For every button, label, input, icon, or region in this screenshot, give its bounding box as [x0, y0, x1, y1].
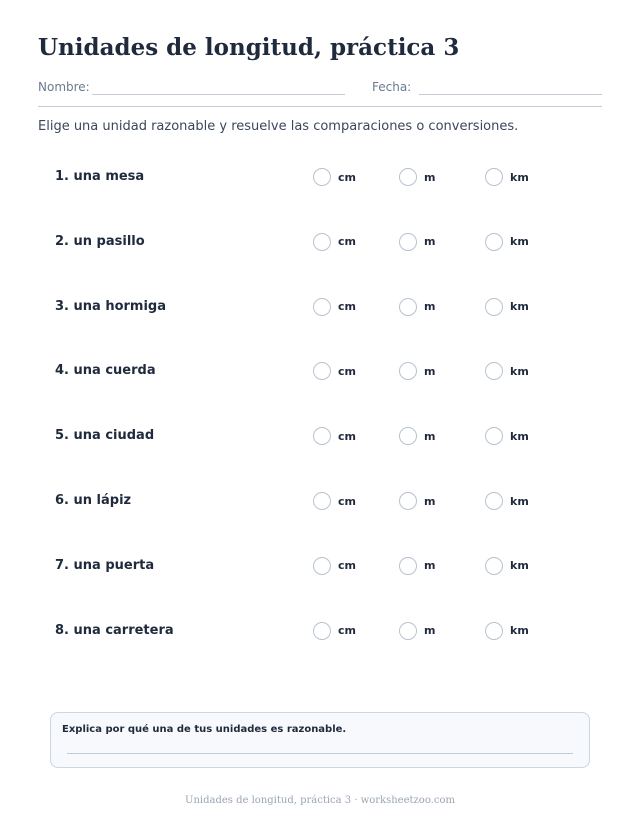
radio-circle-icon[interactable] — [313, 168, 331, 186]
choice-option[interactable] — [313, 490, 356, 512]
choice-label: km — [510, 235, 529, 249]
choice-label: cm — [338, 235, 356, 249]
choice-option[interactable] — [399, 555, 435, 577]
choice-option[interactable] — [485, 425, 529, 447]
question-text: 1. una mesa — [55, 169, 145, 184]
radio-circle-icon[interactable] — [485, 557, 503, 575]
choice-option[interactable] — [399, 360, 435, 382]
question-row — [55, 295, 575, 319]
question-text: 2. un pasillo — [55, 233, 145, 249]
radio-circle-icon[interactable] — [399, 557, 417, 575]
choice-label: m — [424, 300, 436, 314]
radio-circle-icon[interactable] — [485, 168, 503, 186]
choice-label: km — [510, 170, 529, 184]
radio-circle-icon[interactable] — [485, 362, 503, 380]
instructions: Elige una unidad razonable y resuelve las comparaciones o conversiones. — [38, 119, 519, 134]
choice-option[interactable] — [313, 296, 356, 318]
choice-label: km — [510, 429, 529, 443]
choice-option[interactable] — [313, 620, 356, 642]
radio-circle-icon[interactable] — [399, 622, 417, 640]
choice-option[interactable] — [399, 490, 435, 512]
choice-option[interactable] — [399, 166, 435, 188]
choice-option[interactable] — [485, 296, 529, 318]
choice-option[interactable] — [313, 231, 356, 253]
radio-circle-icon[interactable] — [313, 557, 331, 575]
choice-label: cm — [338, 364, 356, 378]
question-row — [55, 489, 575, 513]
choice-label: m — [424, 494, 436, 508]
choice-label: km — [510, 364, 529, 378]
radio-circle-icon[interactable] — [313, 233, 331, 251]
radio-circle-icon[interactable] — [399, 233, 417, 251]
name-field[interactable] — [92, 94, 345, 95]
choice-option[interactable] — [313, 425, 356, 447]
radio-circle-icon[interactable] — [399, 298, 417, 316]
question-text: 4. una cuerda — [55, 363, 156, 379]
radio-circle-icon[interactable] — [313, 298, 331, 316]
radio-circle-icon[interactable] — [399, 168, 417, 186]
explain-box — [50, 712, 590, 768]
question-row — [55, 165, 575, 189]
question-row — [55, 359, 575, 383]
question-text: 7. una puerta — [55, 557, 155, 573]
choice-label: cm — [338, 559, 356, 573]
question-row — [55, 230, 575, 254]
choice-option[interactable] — [485, 620, 529, 642]
date-label: Fecha: — [372, 80, 412, 94]
choice-option[interactable] — [399, 620, 435, 642]
choice-option[interactable] — [485, 231, 529, 253]
question-row — [55, 554, 575, 578]
name-label: Nombre: — [38, 80, 90, 94]
choice-option[interactable] — [313, 360, 356, 382]
choice-label: m — [424, 170, 436, 184]
explain-prompt: Explica por qué una de tus unidades es razonable. — [62, 724, 347, 735]
choice-label: cm — [338, 494, 356, 508]
question-text: 5. una ciudad — [55, 428, 155, 444]
choice-label: cm — [338, 300, 356, 314]
choice-option[interactable] — [399, 296, 435, 318]
choice-option[interactable] — [399, 231, 435, 253]
choice-option[interactable] — [485, 166, 529, 188]
choice-label: m — [424, 559, 436, 573]
question-text: 8. una carretera — [55, 622, 174, 638]
choice-label: cm — [338, 429, 356, 443]
radio-circle-icon[interactable] — [485, 298, 503, 316]
choice-option[interactable] — [485, 360, 529, 382]
radio-circle-icon[interactable] — [313, 362, 331, 380]
question-row — [55, 619, 575, 643]
choice-option[interactable] — [399, 425, 435, 447]
question-row — [55, 424, 575, 448]
question-text: 3. una hormiga — [55, 298, 166, 314]
choice-label: m — [424, 364, 436, 378]
choice-label: cm — [338, 170, 356, 184]
choice-label: m — [424, 429, 436, 443]
radio-circle-icon[interactable] — [399, 492, 417, 510]
radio-circle-icon[interactable] — [313, 492, 331, 510]
choice-label: cm — [338, 624, 356, 638]
choice-option[interactable] — [485, 555, 529, 577]
header-divider — [38, 106, 602, 107]
choice-label: m — [424, 235, 436, 249]
choice-label: km — [510, 624, 529, 638]
radio-circle-icon[interactable] — [313, 427, 331, 445]
choice-label: m — [424, 624, 436, 638]
radio-circle-icon[interactable] — [485, 233, 503, 251]
radio-circle-icon[interactable] — [485, 492, 503, 510]
radio-circle-icon[interactable] — [485, 427, 503, 445]
radio-circle-icon[interactable] — [485, 622, 503, 640]
choice-option[interactable] — [485, 490, 529, 512]
choice-option[interactable] — [313, 555, 356, 577]
radio-circle-icon[interactable] — [399, 362, 417, 380]
choice-label: km — [510, 300, 529, 314]
question-text: 6. un lápiz — [55, 493, 132, 508]
radio-circle-icon[interactable] — [313, 622, 331, 640]
choice-label: km — [510, 559, 529, 573]
footer: Unidades de longitud, práctica 3 · worksheetzoo.com — [185, 795, 455, 806]
explain-answer-line[interactable] — [67, 753, 573, 754]
choice-label: km — [510, 494, 529, 508]
choice-option[interactable] — [313, 166, 356, 188]
radio-circle-icon[interactable] — [399, 427, 417, 445]
date-field[interactable] — [419, 94, 602, 95]
page-title: Unidades de longitud, práctica 3 — [38, 34, 460, 61]
